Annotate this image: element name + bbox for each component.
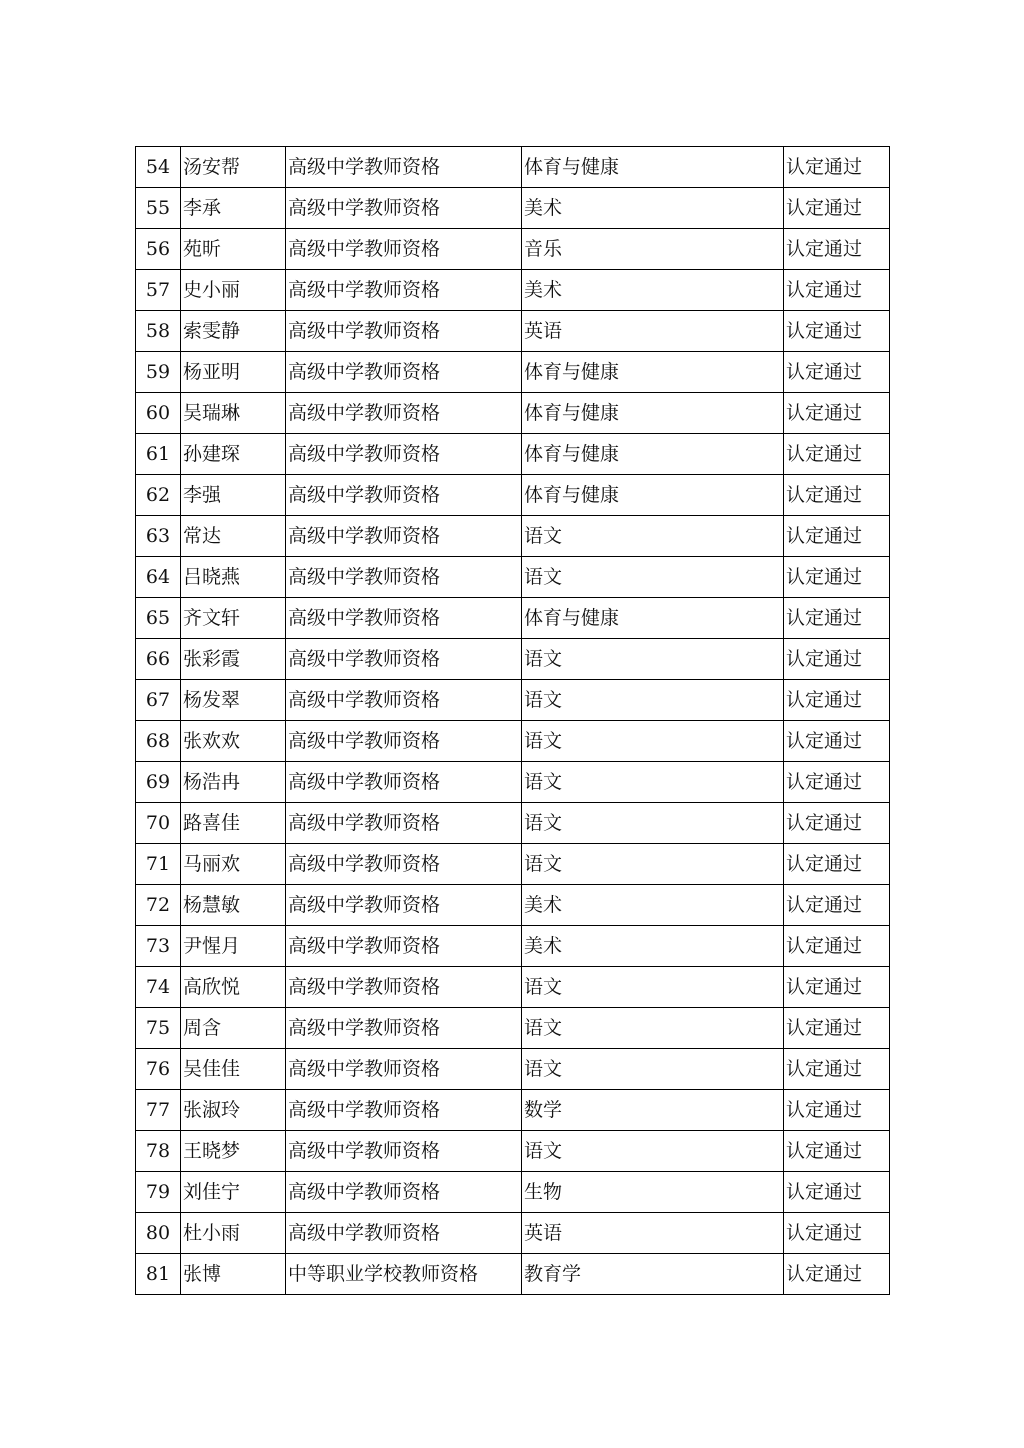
applicant-name-cell: 李强 [181,475,286,516]
certification-result-cell: 认定通过 [784,721,890,762]
certificate-type-cell: 高级中学教师资格 [286,352,522,393]
certification-result-cell: 认定通过 [784,1213,890,1254]
certification-result-cell: 认定通过 [784,352,890,393]
certification-result-cell: 认定通过 [784,803,890,844]
certification-result-cell: 认定通过 [784,639,890,680]
applicant-name-cell: 张淑玲 [181,1090,286,1131]
certificate-type-cell: 高级中学教师资格 [286,844,522,885]
certification-result-cell: 认定通过 [784,1131,890,1172]
table-row [136,229,890,270]
certificate-type-cell: 高级中学教师资格 [286,762,522,803]
table-row [136,680,890,721]
table-row [136,1008,890,1049]
applicant-name-cell: 史小丽 [181,270,286,311]
row-number-cell: 79 [136,1172,181,1213]
applicant-name-cell: 孙建琛 [181,434,286,475]
certificate-type-cell: 高级中学教师资格 [286,1090,522,1131]
subject-cell: 体育与健康 [522,475,784,516]
subject-cell: 体育与健康 [522,352,784,393]
certification-result-cell: 认定通过 [784,393,890,434]
table-row [136,598,890,639]
table-row [136,844,890,885]
table-row [136,188,890,229]
table-row [136,1049,890,1090]
subject-cell: 语文 [522,803,784,844]
certificate-type-cell: 高级中学教师资格 [286,311,522,352]
certificate-type-cell: 高级中学教师资格 [286,1172,522,1213]
certification-result-cell: 认定通过 [784,147,890,188]
certificate-type-cell: 高级中学教师资格 [286,1049,522,1090]
row-number-cell: 68 [136,721,181,762]
certificate-type-cell: 高级中学教师资格 [286,516,522,557]
certification-table-body [136,147,890,1295]
certification-result-cell: 认定通过 [784,844,890,885]
certification-result-cell: 认定通过 [784,885,890,926]
certificate-type-cell: 高级中学教师资格 [286,680,522,721]
certification-result-cell: 认定通过 [784,926,890,967]
certificate-type-cell: 高级中学教师资格 [286,229,522,270]
certification-table [135,146,890,1295]
certification-result-cell: 认定通过 [784,1049,890,1090]
certification-result-cell: 认定通过 [784,475,890,516]
row-number-cell: 63 [136,516,181,557]
subject-cell: 语文 [522,721,784,762]
subject-cell: 英语 [522,1213,784,1254]
row-number-cell: 67 [136,680,181,721]
applicant-name-cell: 杨浩冉 [181,762,286,803]
certificate-type-cell: 高级中学教师资格 [286,393,522,434]
table-row [136,803,890,844]
table-row [136,352,890,393]
table-row [136,967,890,1008]
subject-cell: 美术 [522,885,784,926]
certificate-type-cell: 高级中学教师资格 [286,639,522,680]
applicant-name-cell: 吴佳佳 [181,1049,286,1090]
certificate-type-cell: 高级中学教师资格 [286,967,522,1008]
certificate-type-cell: 高级中学教师资格 [286,721,522,762]
subject-cell: 美术 [522,926,784,967]
certification-result-cell: 认定通过 [784,229,890,270]
applicant-name-cell: 杨慧敏 [181,885,286,926]
certification-result-cell: 认定通过 [784,188,890,229]
certificate-type-cell: 中等职业学校教师资格 [286,1254,522,1295]
certificate-type-cell: 高级中学教师资格 [286,434,522,475]
row-number-cell: 78 [136,1131,181,1172]
applicant-name-cell: 齐文轩 [181,598,286,639]
subject-cell: 数学 [522,1090,784,1131]
applicant-name-cell: 周含 [181,1008,286,1049]
certification-result-cell: 认定通过 [784,1090,890,1131]
certificate-type-cell: 高级中学教师资格 [286,803,522,844]
table-row [136,885,890,926]
row-number-cell: 57 [136,270,181,311]
table-row [136,147,890,188]
table-row [136,1213,890,1254]
applicant-name-cell: 尹惺月 [181,926,286,967]
row-number-cell: 66 [136,639,181,680]
applicant-name-cell: 路喜佳 [181,803,286,844]
applicant-name-cell: 张欢欢 [181,721,286,762]
subject-cell: 美术 [522,188,784,229]
table-row [136,270,890,311]
certificate-type-cell: 高级中学教师资格 [286,475,522,516]
subject-cell: 语文 [522,1131,784,1172]
subject-cell: 美术 [522,270,784,311]
certification-result-cell: 认定通过 [784,270,890,311]
row-number-cell: 69 [136,762,181,803]
certificate-type-cell: 高级中学教师资格 [286,557,522,598]
certification-result-cell: 认定通过 [784,557,890,598]
row-number-cell: 77 [136,1090,181,1131]
subject-cell: 语文 [522,967,784,1008]
table-row [136,1172,890,1213]
applicant-name-cell: 吴瑞琳 [181,393,286,434]
certification-result-cell: 认定通过 [784,434,890,475]
table-row [136,721,890,762]
subject-cell: 语文 [522,1049,784,1090]
certificate-type-cell: 高级中学教师资格 [286,598,522,639]
subject-cell: 体育与健康 [522,393,784,434]
row-number-cell: 74 [136,967,181,1008]
table-row [136,311,890,352]
applicant-name-cell: 杨亚明 [181,352,286,393]
subject-cell: 体育与健康 [522,147,784,188]
row-number-cell: 65 [136,598,181,639]
table-row [136,1254,890,1295]
subject-cell: 语文 [522,844,784,885]
table-row [136,516,890,557]
row-number-cell: 62 [136,475,181,516]
applicant-name-cell: 张博 [181,1254,286,1295]
applicant-name-cell: 张彩霞 [181,639,286,680]
row-number-cell: 81 [136,1254,181,1295]
subject-cell: 生物 [522,1172,784,1213]
subject-cell: 语文 [522,762,784,803]
applicant-name-cell: 高欣悦 [181,967,286,1008]
applicant-name-cell: 汤安帮 [181,147,286,188]
table-row [136,557,890,598]
applicant-name-cell: 苑昕 [181,229,286,270]
subject-cell: 体育与健康 [522,434,784,475]
table-row [136,1131,890,1172]
applicant-name-cell: 杜小雨 [181,1213,286,1254]
certificate-type-cell: 高级中学教师资格 [286,1131,522,1172]
subject-cell: 教育学 [522,1254,784,1295]
table-row [136,434,890,475]
row-number-cell: 71 [136,844,181,885]
certificate-type-cell: 高级中学教师资格 [286,926,522,967]
subject-cell: 语文 [522,516,784,557]
table-row [136,926,890,967]
subject-cell: 语文 [522,557,784,598]
certificate-type-cell: 高级中学教师资格 [286,270,522,311]
subject-cell: 音乐 [522,229,784,270]
certification-result-cell: 认定通过 [784,516,890,557]
table-row [136,1090,890,1131]
table-row [136,475,890,516]
row-number-cell: 72 [136,885,181,926]
applicant-name-cell: 吕晓燕 [181,557,286,598]
subject-cell: 语文 [522,639,784,680]
row-number-cell: 80 [136,1213,181,1254]
row-number-cell: 56 [136,229,181,270]
table-row [136,393,890,434]
certification-result-cell: 认定通过 [784,1254,890,1295]
certificate-type-cell: 高级中学教师资格 [286,147,522,188]
applicant-name-cell: 王晓梦 [181,1131,286,1172]
subject-cell: 体育与健康 [522,598,784,639]
row-number-cell: 76 [136,1049,181,1090]
row-number-cell: 58 [136,311,181,352]
applicant-name-cell: 李承 [181,188,286,229]
table-row [136,762,890,803]
row-number-cell: 59 [136,352,181,393]
certificate-type-cell: 高级中学教师资格 [286,885,522,926]
row-number-cell: 64 [136,557,181,598]
certificate-type-cell: 高级中学教师资格 [286,1213,522,1254]
row-number-cell: 73 [136,926,181,967]
applicant-name-cell: 常达 [181,516,286,557]
applicant-name-cell: 刘佳宁 [181,1172,286,1213]
row-number-cell: 61 [136,434,181,475]
applicant-name-cell: 杨发翠 [181,680,286,721]
subject-cell: 英语 [522,311,784,352]
certification-result-cell: 认定通过 [784,680,890,721]
certification-result-cell: 认定通过 [784,1172,890,1213]
subject-cell: 语文 [522,1008,784,1049]
applicant-name-cell: 马丽欢 [181,844,286,885]
row-number-cell: 54 [136,147,181,188]
certification-result-cell: 认定通过 [784,598,890,639]
row-number-cell: 60 [136,393,181,434]
row-number-cell: 75 [136,1008,181,1049]
certificate-type-cell: 高级中学教师资格 [286,188,522,229]
subject-cell: 语文 [522,680,784,721]
applicant-name-cell: 索雯静 [181,311,286,352]
certification-result-cell: 认定通过 [784,311,890,352]
certification-result-cell: 认定通过 [784,762,890,803]
certificate-type-cell: 高级中学教师资格 [286,1008,522,1049]
row-number-cell: 70 [136,803,181,844]
row-number-cell: 55 [136,188,181,229]
table-row [136,639,890,680]
certification-result-cell: 认定通过 [784,1008,890,1049]
certification-result-cell: 认定通过 [784,967,890,1008]
